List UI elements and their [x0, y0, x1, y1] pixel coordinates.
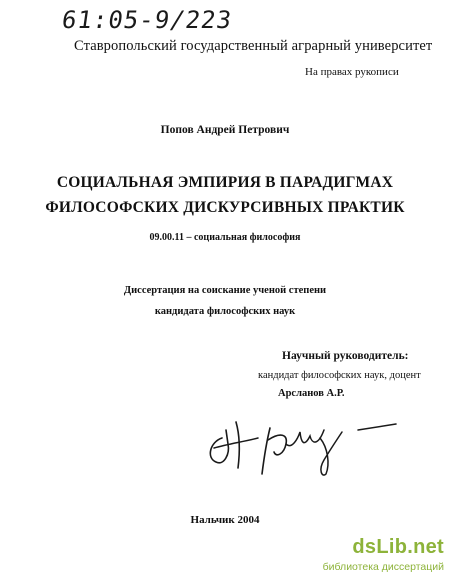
rights-note: На правах рукописи: [305, 66, 399, 78]
degree-line-2: кандидата философских наук: [154, 306, 296, 317]
dslib-tagline: библиотека диссертаций: [322, 561, 444, 573]
university-name: Ставропольский государственный аграрный университет: [74, 38, 433, 54]
library-stamp: 61:05-9/223: [60, 6, 234, 34]
supervisor-degree: кандидат философских наук, доцент: [258, 370, 421, 381]
title-line-1: СОЦИАЛЬНАЯ ЭМПИРИЯ В ПАРАДИГМАХ: [56, 174, 394, 191]
dslib-logo: dsLib.net: [352, 536, 444, 558]
degree-line-1: Диссертация на соискание ученой степени: [123, 285, 327, 296]
title-line-2: ФИЛОСОФСКИХ ДИСКУРСИВНЫХ ПРАКТИК: [45, 199, 405, 216]
dissertation-title: [0, 170, 450, 220]
degree-statement: [0, 280, 450, 322]
author-name: Попов Андрей Петрович: [160, 124, 290, 136]
dslib-watermark: [318, 536, 448, 576]
specialty-code: 09.00.11 – социальная философия: [149, 232, 301, 243]
supervisor-name: Арсланов А.Р.: [278, 388, 345, 399]
supervisor-label: Научный руководитель:: [282, 350, 409, 362]
city-year: Нальчик 2004: [190, 514, 260, 526]
handwritten-signature: [200, 408, 400, 478]
